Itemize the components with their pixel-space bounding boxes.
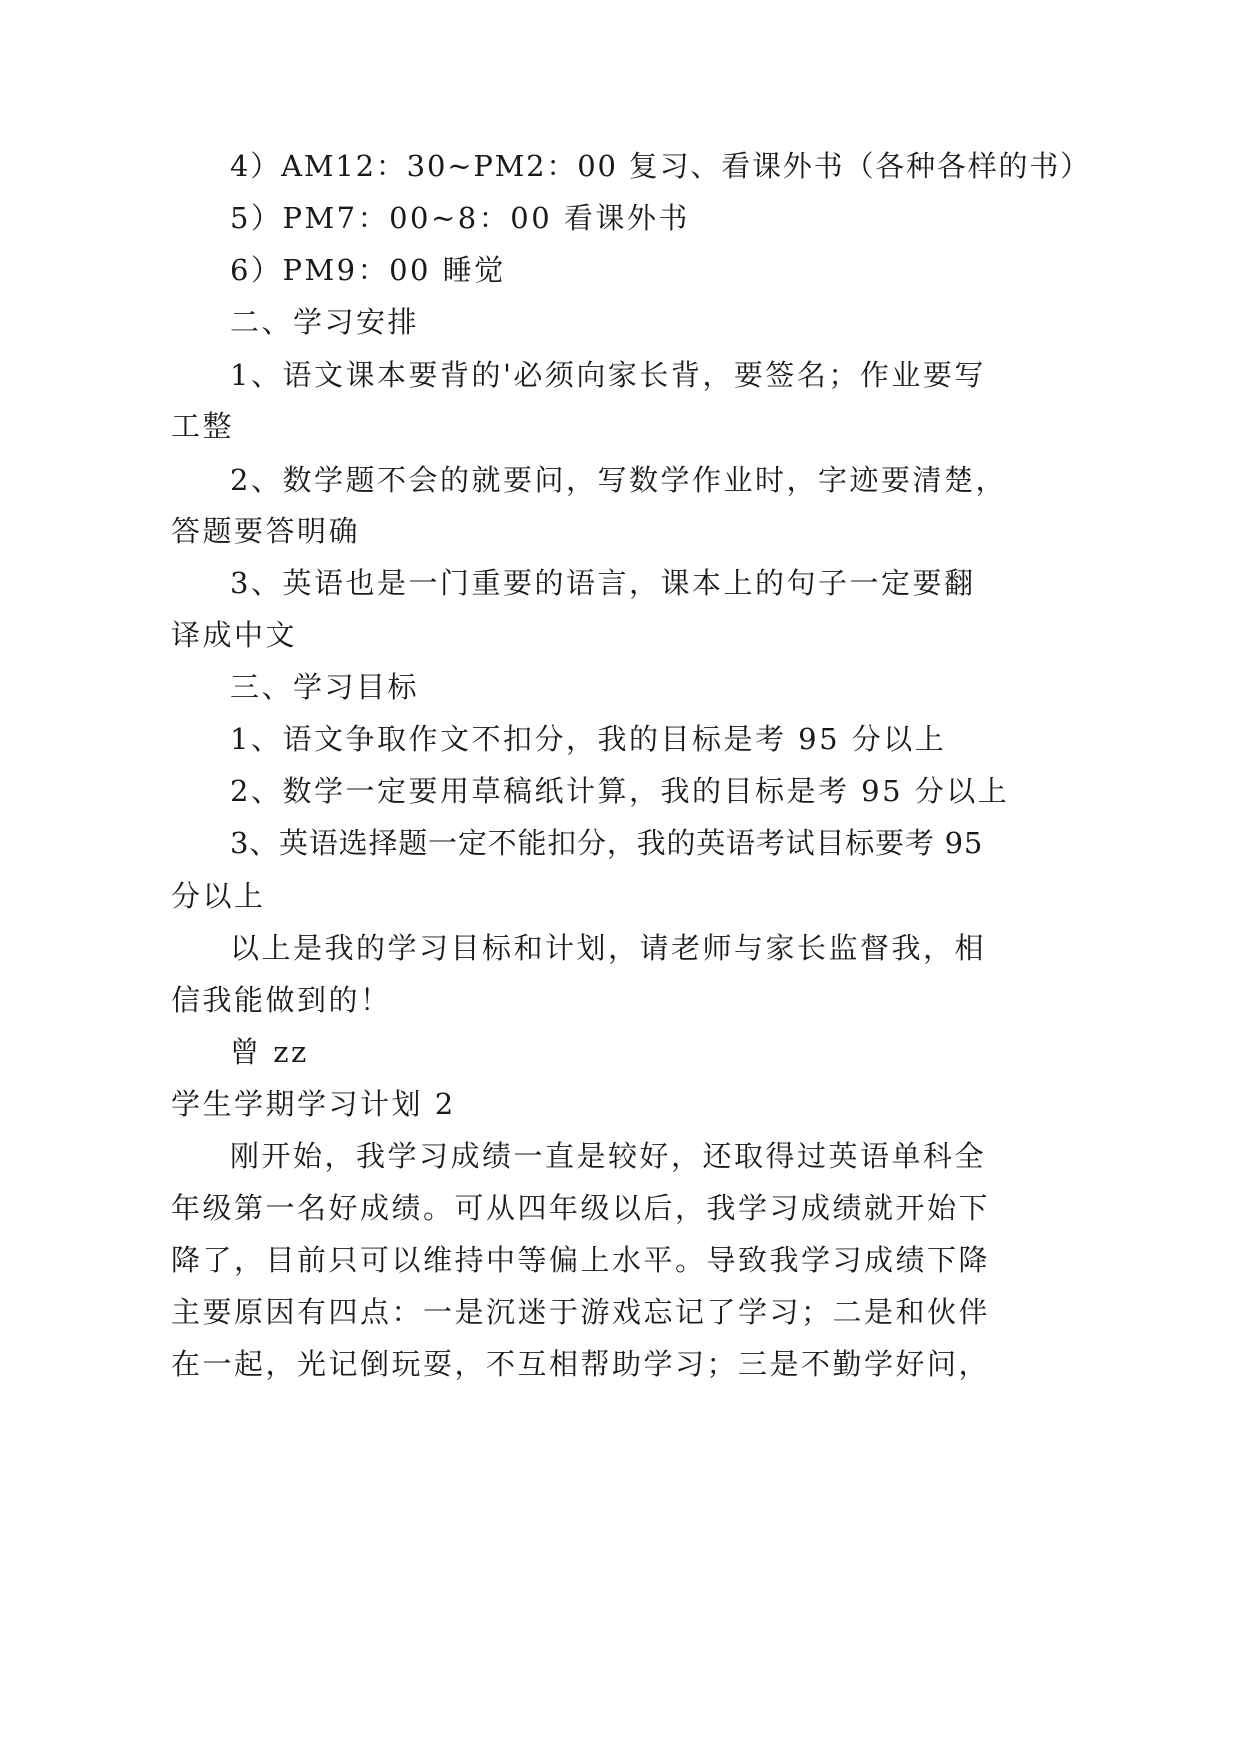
closing-paragraph-cont: 信我能做到的！ [171, 983, 392, 1017]
section-title-plan-2: 学生学期学习计划 2 [171, 1087, 456, 1121]
goal-item-2: 2、数学一定要用草稿纸计算，我的目标是考 95 分以上 [230, 774, 1010, 808]
arrangement-item-1: 1、语文课本要背的'必须向家长背，要签名；作业要写 [230, 358, 986, 392]
schedule-item-4: 4）AM12：30~PM2：00 复习、看课外书（各种各样的书） [230, 149, 1091, 183]
arrangement-item-2: 2、数学题不会的就要问，写数学作业时，字迹要清楚， [230, 463, 1007, 497]
goal-item-1: 1、语文争取作文不扣分，我的目标是考 95 分以上 [230, 722, 947, 756]
paragraph-line: 主要原因有四点：一是沉迷于游戏忘记了学习；二是和伙伴 [171, 1295, 991, 1329]
schedule-item-5: 5）PM7：00~8：00 看课外书 [230, 201, 690, 235]
author-signature: 曾 zz [230, 1035, 309, 1069]
closing-paragraph: 以上是我的学习目标和计划，请老师与家长监督我，相 [230, 931, 987, 965]
section-heading-study-arrangement: 二、学习安排 [230, 305, 420, 339]
arrangement-item-3: 3、英语也是一门重要的语言，课本上的句子一定要翻 [230, 566, 976, 600]
arrangement-item-3-cont: 译成中文 [171, 618, 298, 652]
paragraph-line: 年级第一名好成绩。可从四年级以后，我学习成绩就开始下 [171, 1191, 991, 1225]
section-heading-study-goals: 三、学习目标 [230, 670, 420, 704]
paragraph-line: 刚开始，我学习成绩一直是较好，还取得过英语单科全 [230, 1139, 987, 1173]
schedule-item-6: 6）PM9：00 睡觉 [230, 253, 506, 287]
goal-item-3-cont: 分以上 [171, 879, 266, 913]
paragraph-line: 在一起，光记倒玩耍，不互相帮助学习；三是不勤学好问， [171, 1347, 991, 1381]
arrangement-item-1-cont: 工整 [171, 409, 235, 443]
goal-item-3: 3、英语选择题一定不能扣分，我的英语考试目标要考 95 [230, 826, 984, 860]
arrangement-item-2-cont: 答题要答明确 [171, 514, 361, 548]
paragraph-line: 降了，目前只可以维持中等偏上水平。导致我学习成绩下降 [171, 1243, 991, 1277]
